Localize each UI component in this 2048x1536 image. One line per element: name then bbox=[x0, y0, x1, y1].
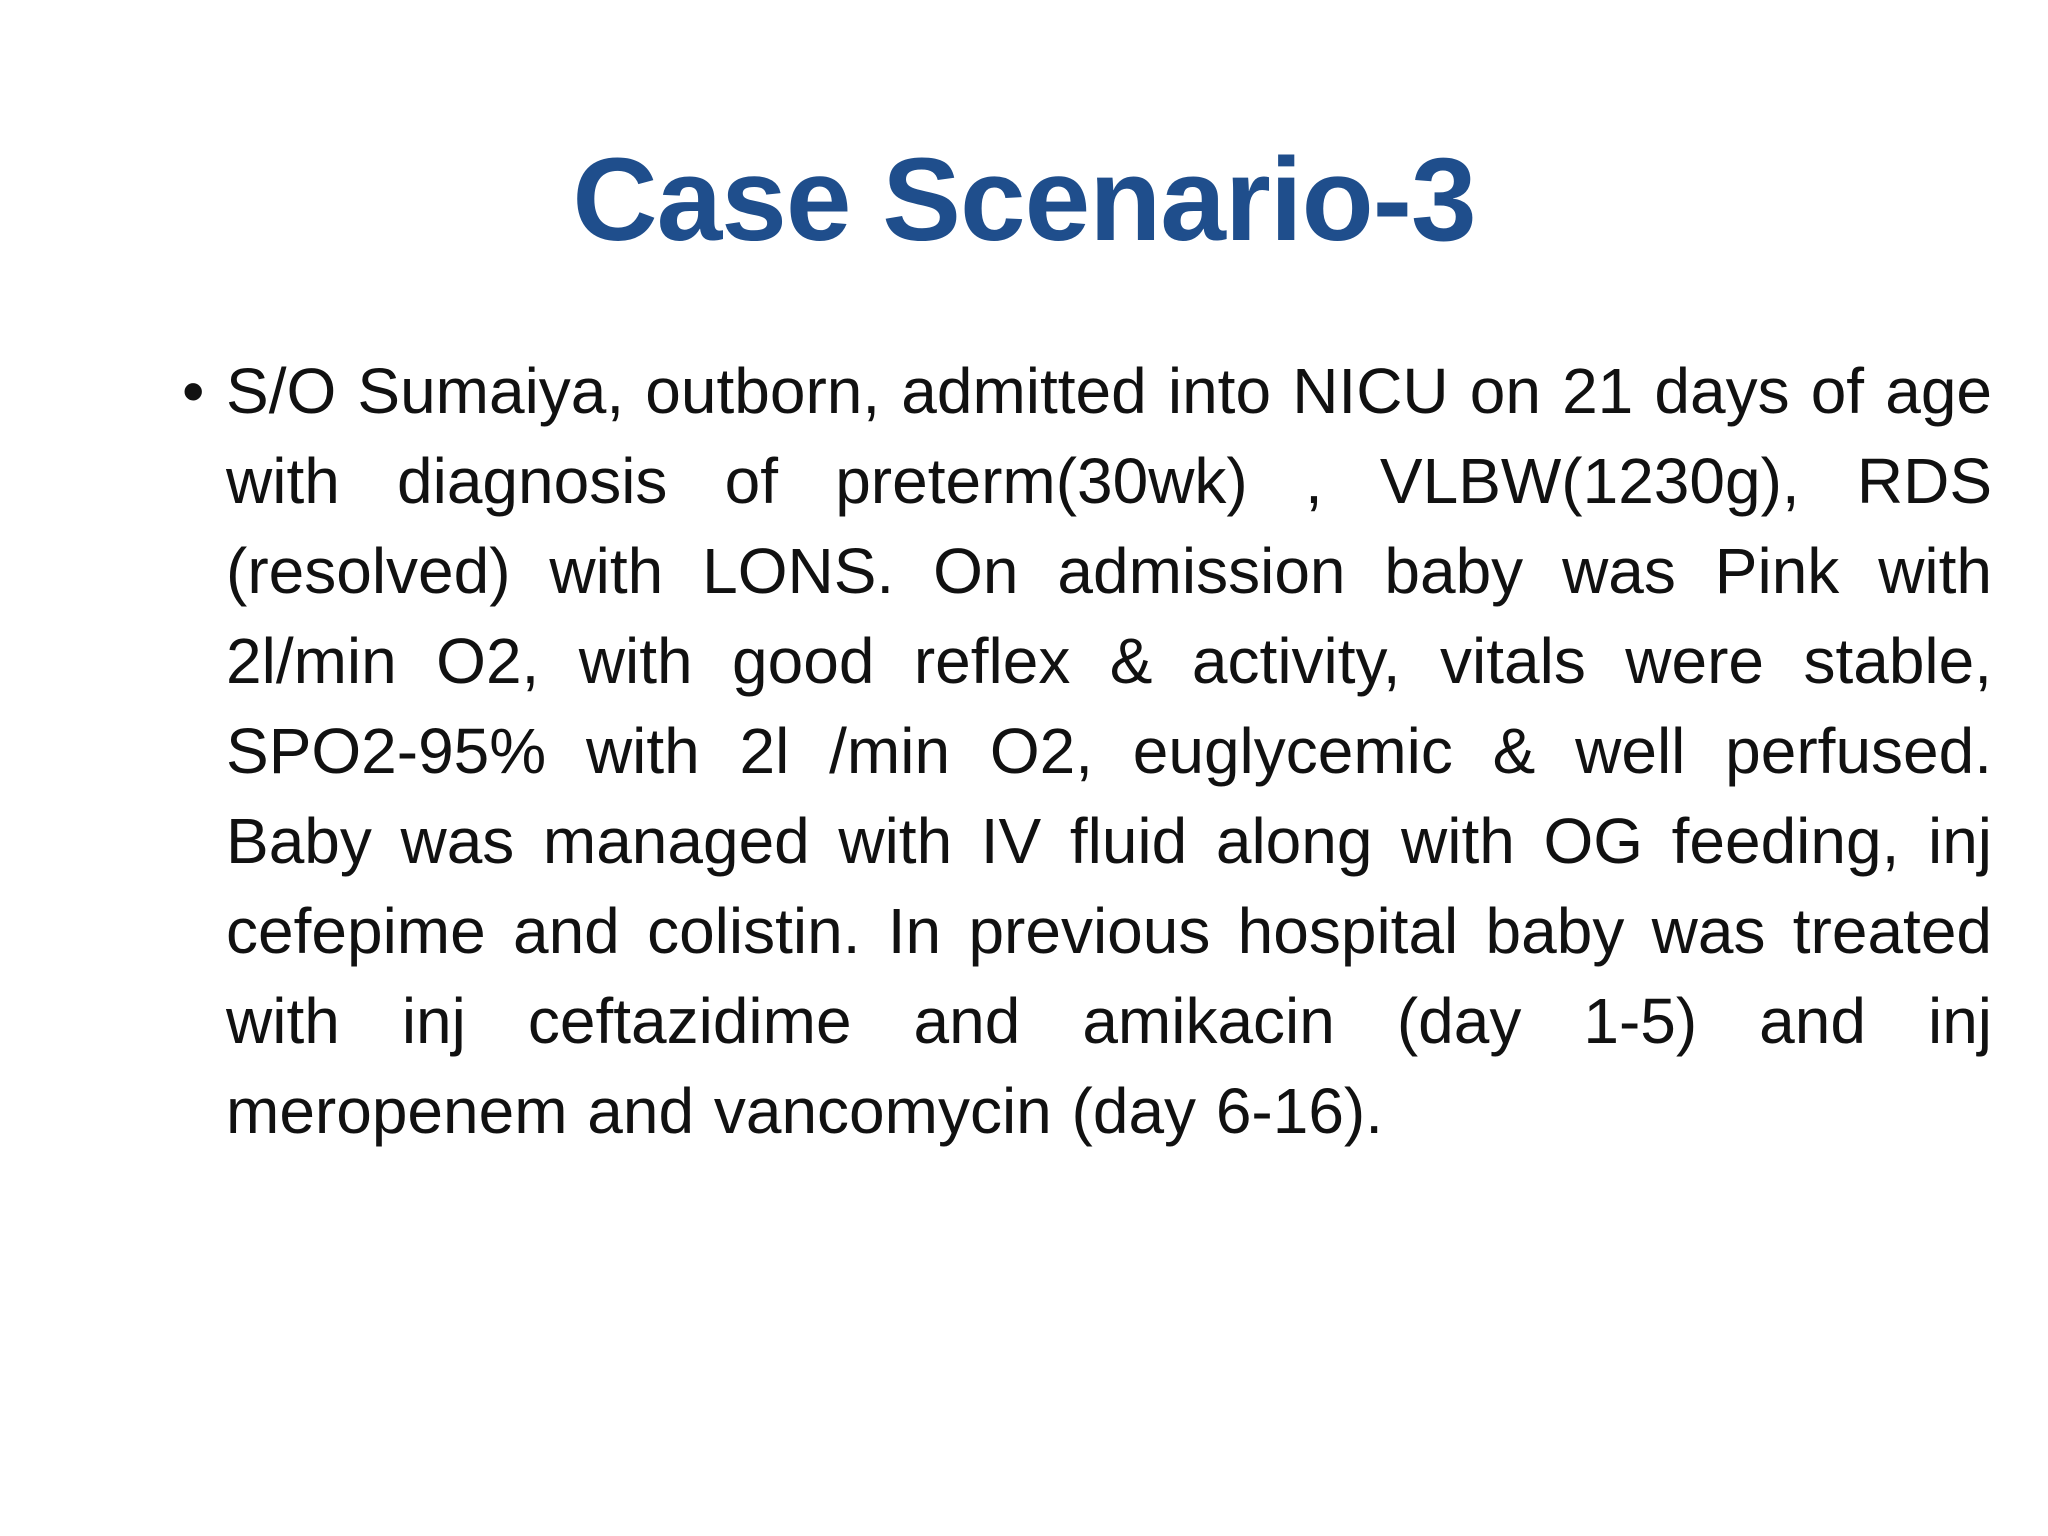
bullet-marker: • bbox=[182, 355, 205, 427]
bullet-item bbox=[182, 346, 1992, 1156]
slide-title: Case Scenario-3 bbox=[572, 134, 1476, 266]
bullet-text: S/O Sumaiya, outborn, admitted into NICU on 21 days of age with diagnosis of preterm(30wk) , VLBW(1230g), RDS (resolved) with LONS. On admission baby was Pink with 2l/min O2, with good reflex & activity, vitals were stable, SPO2-95% with 2l /min O2, euglycemic & well perfused. Baby was managed with IV fluid along with OG feeding, inj cefepime and colistin. In previous hospital baby was treated with inj ceftazidime and amikacin (day 1-5) and inj meropenem and vancomycin (day 6-16). bbox=[226, 355, 1992, 1147]
bullet-list bbox=[182, 346, 1992, 1156]
